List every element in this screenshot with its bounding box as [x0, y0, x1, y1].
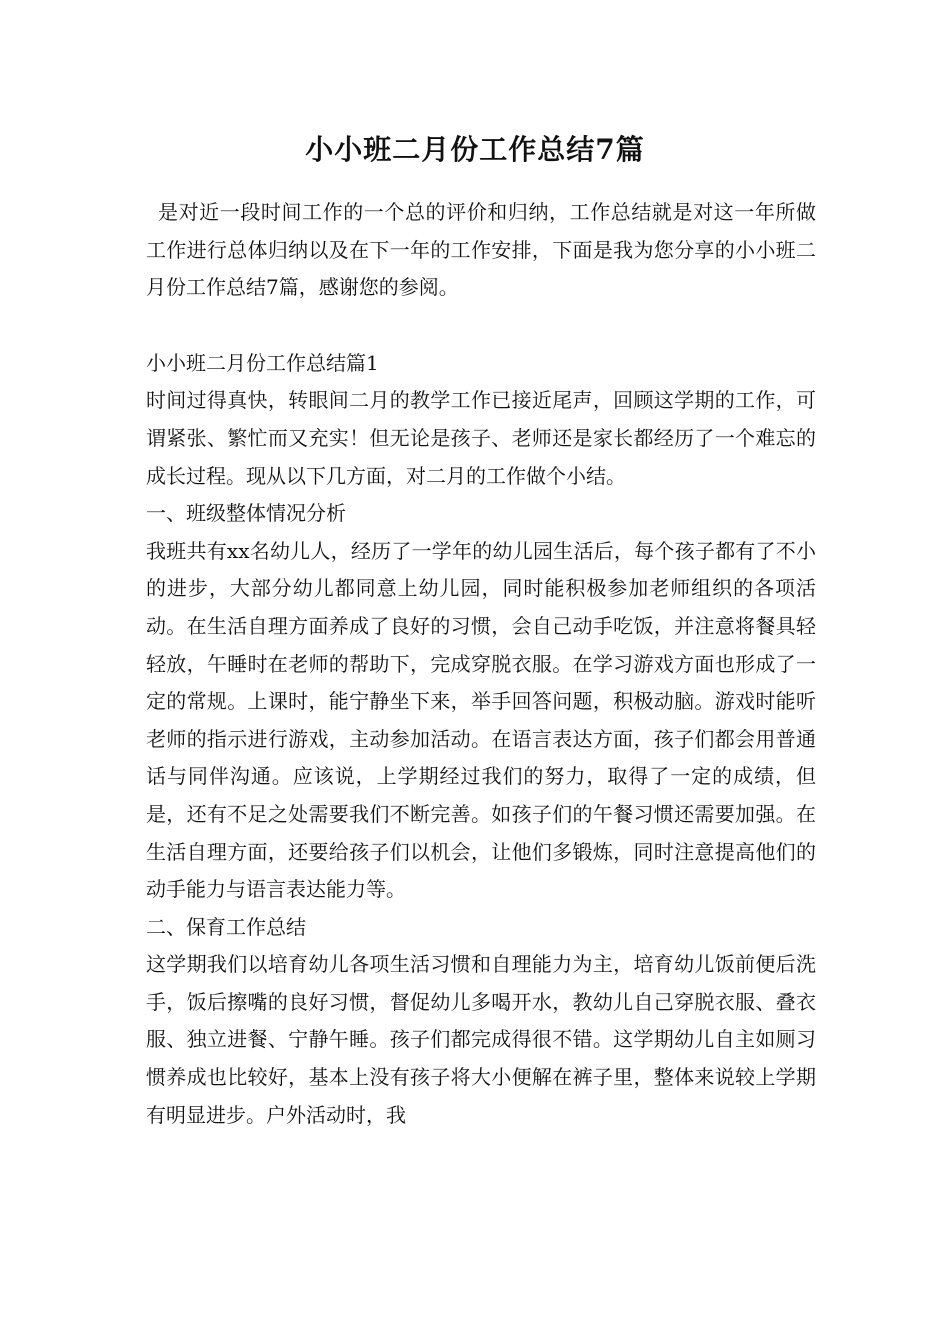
document-title: 小小班二月份工作总结7篇	[305, 133, 645, 166]
care-work-paragraph: 这学期我们以培育幼儿各项生活习惯和自理能力为主，培育幼儿饭前便后洗手，饭后擦嘴的良好习惯，督促幼儿多喝开水，教幼儿自己穿脱衣服、叠衣服、独立进餐、宁静午睡。孩子们都完成得很不错。这学期幼儿自主如厕习惯养成也比较好，基本上没有孩子将大小便解在裤子里，整体来说较上学期有明显进步。户外活动时，我	[146, 952, 816, 1127]
intro-paragraph: 是对近一段时间工作的一个总的评价和归纳，工作总结就是对这一年所做工作进行总体归纳以及在下一年的工作安排，下面是我为您分享的小小班二月份工作总结7篇，感谢您的参阅。	[146, 200, 816, 300]
section-paragraph-1: 时间过得真快，转眼间二月的教学工作已接近尾声，回顾这学期的工作，可谓紧张、繁忙而又充实！但无论是孩子、老师还是家长都经历了一个难忘的成长过程。现从以下几方面，对二月的工作做个小结。	[146, 388, 816, 488]
heading-class-analysis: 一、班级整体情况分析	[146, 501, 346, 526]
class-analysis-paragraph: 我班共有xx名幼儿人，经历了一学年的幼儿园生活后，每个孩子都有了不小的进步，大部分幼儿都同意上幼儿园，同时能积极参加老师组织的各项活动。在生活自理方面养成了良好的习惯，会自己动手吃饭，并注意将餐具轻轻放，午睡时在老师的帮助下，完成穿脱衣服。在学习游戏方面也形成了一定的常规。上课时，能宁静坐下来，举手回答问题，积极动脑。游戏时能听老师的指示进行游戏，主动参加活动。在语言表达方面，孩子们都会用普通话与同伴沟通。应该说，上学期经过我们的努力，取得了一定的成绩，但是，还有不足之处需要我们不断完善。如孩子们的午餐习惯还需要加强。在生活自理方面，还要给孩子们以机会，让他们多锻炼，同时注意提高他们的动手能力与语言表达能力等。	[146, 538, 816, 902]
section-title: 小小班二月份工作总结篇1	[146, 350, 379, 375]
document-body	[146, 194, 816, 1134]
heading-care-work: 二、保育工作总结	[146, 914, 306, 939]
